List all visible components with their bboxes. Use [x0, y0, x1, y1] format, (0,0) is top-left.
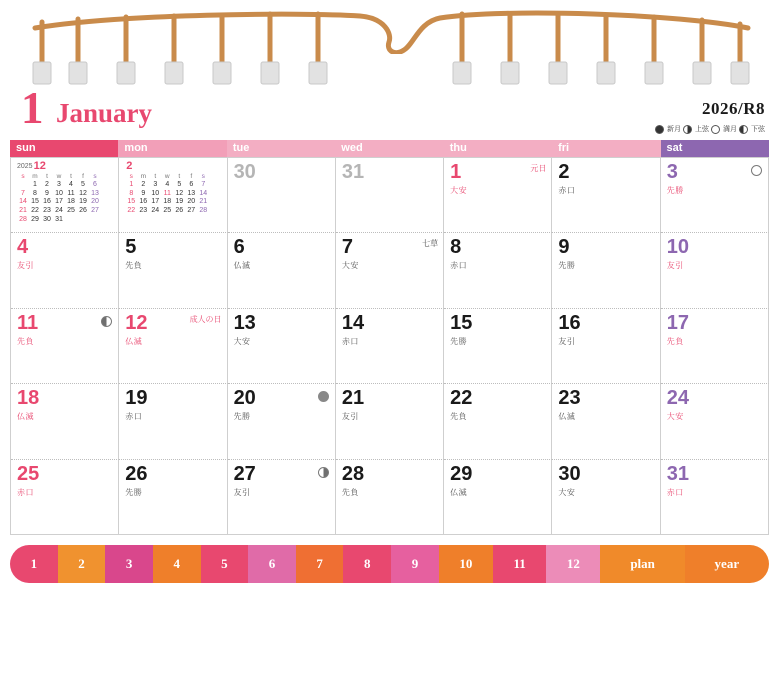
day-cell-12[interactable]	[119, 309, 227, 384]
rokuyo-label: 先勝	[558, 261, 576, 271]
weekday-header-row	[10, 140, 769, 157]
day-cell-21[interactable]	[336, 384, 444, 459]
tab-11[interactable]: 11	[493, 545, 546, 583]
day-event-label: 元日	[530, 164, 547, 173]
day-cell-2[interactable]	[552, 158, 660, 233]
last-quarter-moon-icon	[739, 125, 748, 134]
month-name: January	[56, 98, 153, 128]
day-cell-28[interactable]	[336, 460, 444, 535]
mini-calendar-title: 202512	[17, 160, 46, 172]
day-cell-11[interactable]	[11, 309, 119, 384]
day-cell-25[interactable]	[11, 460, 119, 535]
moon-phase-first-icon	[318, 467, 329, 478]
rokuyo-label: 仏滅	[558, 412, 576, 422]
day-number: 29	[450, 462, 473, 485]
day-number: 28	[341, 462, 365, 485]
rokuyo-label: 赤口	[558, 186, 576, 195]
day-cell-9[interactable]	[552, 233, 660, 308]
day-number: 11	[17, 311, 39, 334]
day-number: 22	[450, 387, 473, 410]
mini-calendar-title: 2	[126, 160, 133, 172]
day-number: 3	[666, 161, 678, 183]
rokuyo-label: 大安	[450, 186, 468, 195]
day-cell-1[interactable]	[444, 158, 552, 233]
rokuyo-label: 赤口	[341, 336, 359, 346]
rokuyo-label: 仏滅	[17, 412, 34, 422]
tab-2[interactable]: 2	[58, 545, 106, 583]
moon-phase-new-icon	[318, 391, 329, 402]
weekday-fri: fri	[552, 140, 660, 157]
new-moon-icon	[655, 125, 664, 134]
rokuyo-label: 赤口	[666, 487, 684, 497]
weekday-sat: sat	[661, 140, 769, 157]
day-cell-24[interactable]	[661, 384, 769, 459]
day-cell-30[interactable]	[552, 460, 660, 535]
moon-phase-full-icon	[751, 165, 762, 176]
day-number: 24	[666, 387, 689, 410]
weekday-sun: sun	[10, 140, 118, 157]
month-grid	[10, 157, 769, 535]
legend-full-moon: 満月	[723, 126, 737, 133]
day-number: 17	[666, 311, 689, 334]
legend-new-moon: 新月	[667, 126, 681, 133]
rokuyo-label: 先勝	[125, 487, 143, 497]
rokuyo-label: 先勝	[666, 186, 684, 195]
day-number: 23	[558, 387, 581, 410]
day-cell-30[interactable]	[228, 158, 336, 233]
rokuyo-label: 友引	[233, 487, 251, 497]
day-cell-6[interactable]	[228, 233, 336, 308]
rokuyo-label: 先勝	[450, 336, 468, 346]
day-number: 10	[666, 236, 689, 259]
day-number: 20	[233, 387, 256, 410]
tab-7[interactable]: 7	[296, 545, 344, 583]
day-cell-22[interactable]	[444, 384, 552, 459]
rokuyo-label: 赤口	[450, 261, 468, 271]
day-cell-mini-prev[interactable]	[11, 158, 119, 233]
weekday-wed: wed	[335, 140, 443, 157]
rokuyo-label: 先負	[450, 412, 468, 422]
day-cell-8[interactable]	[444, 233, 552, 308]
day-cell-29[interactable]	[444, 460, 552, 535]
tab-year[interactable]: year	[685, 545, 769, 583]
rokuyo-label: 先負	[341, 487, 359, 497]
day-number: 2	[558, 161, 570, 183]
tab-3[interactable]: 3	[105, 545, 153, 583]
day-number: 16	[558, 311, 581, 334]
day-number: 12	[125, 311, 148, 334]
rokuyo-label: 友引	[17, 261, 34, 271]
rokuyo-label: 仏滅	[450, 487, 468, 497]
day-number: 31	[666, 462, 689, 485]
day-number: 14	[341, 311, 365, 334]
rokuyo-label: 赤口	[125, 412, 143, 422]
day-cell-18[interactable]	[11, 384, 119, 459]
rokuyo-label: 大安	[558, 487, 576, 497]
rokuyo-label: 先負	[666, 336, 684, 346]
rokuyo-label: 赤口	[17, 487, 34, 497]
legend-last-quarter: 下弦	[751, 126, 765, 133]
tab-8[interactable]: 8	[343, 545, 391, 583]
weekday-mon: mon	[118, 140, 226, 157]
day-cell-19[interactable]	[119, 384, 227, 459]
tab-9[interactable]: 9	[391, 545, 439, 583]
day-number: 31	[341, 161, 365, 183]
day-cell-31[interactable]	[661, 460, 769, 535]
month-tab-strip[interactable]	[10, 545, 769, 583]
day-number: 18	[17, 387, 40, 410]
day-number: 19	[125, 387, 148, 410]
day-cell-26[interactable]	[119, 460, 227, 535]
legend-first-quarter: 上弦	[695, 126, 709, 133]
day-cell-17[interactable]	[661, 309, 769, 384]
rokuyo-label: 仏滅	[233, 261, 251, 271]
day-cell-15[interactable]	[444, 309, 552, 384]
tab-6[interactable]: 6	[248, 545, 296, 583]
rokuyo-label: 友引	[558, 336, 576, 346]
day-number: 21	[341, 387, 365, 410]
rokuyo-label: 先負	[17, 336, 34, 346]
weekday-thu: thu	[444, 140, 552, 157]
day-number: 5	[125, 236, 137, 259]
day-cell-16[interactable]	[552, 309, 660, 384]
day-cell-31[interactable]	[336, 158, 444, 233]
day-number: 4	[17, 236, 29, 259]
weekday-tue: tue	[227, 140, 335, 157]
day-number: 26	[125, 462, 148, 485]
rokuyo-label: 大安	[341, 261, 359, 271]
tab-10[interactable]: 10	[439, 545, 493, 583]
rokuyo-label: 大安	[666, 412, 684, 422]
tab-5[interactable]: 5	[201, 545, 249, 583]
day-number: 15	[450, 311, 473, 334]
day-cell-13[interactable]	[228, 309, 336, 384]
day-cell-20[interactable]	[228, 384, 336, 459]
day-number: 8	[450, 236, 462, 259]
tab-12[interactable]: 12	[546, 545, 600, 583]
tab-plan[interactable]: plan	[600, 545, 684, 583]
day-number: 27	[233, 462, 256, 485]
day-cell-4[interactable]	[11, 233, 119, 308]
rokuyo-label: 大安	[233, 336, 251, 346]
day-cell-mini-next[interactable]	[119, 158, 227, 233]
month-number: 1	[21, 83, 43, 133]
day-number: 9	[558, 236, 570, 259]
mini-calendar-next: 2 s m t w t f s 1 2 3 4 5 6 7 8 9 10 11 12 13 14 15 16 17 18 19 20 21 22 23 24 25 26 27 28	[125, 162, 221, 216]
day-cell-3[interactable]	[661, 158, 769, 233]
day-event-label: 成人の日	[189, 314, 222, 324]
rokuyo-label: 先負	[125, 261, 143, 271]
mini-calendar-prev: 202512 s m t w t f s 1 2 3 4 5 6 7 8 9 10 11 12 13 14 15 16 17 18 19 20 21 22 23 24 25 26 27 28 29 30 31	[17, 162, 113, 224]
day-cell-7[interactable]	[336, 233, 444, 308]
full-moon-icon	[711, 125, 720, 134]
moon-phase-legend	[655, 124, 765, 134]
day-cell-10[interactable]	[661, 233, 769, 308]
day-cell-27[interactable]	[228, 460, 336, 535]
rokuyo-label: 友引	[666, 261, 684, 271]
day-number: 1	[450, 161, 462, 183]
day-cell-5[interactable]	[119, 233, 227, 308]
tab-1[interactable]: 1	[10, 545, 58, 583]
day-number: 6	[233, 236, 245, 259]
day-number: 30	[558, 462, 581, 485]
rokuyo-label: 友引	[341, 412, 359, 422]
year-label: 2026/R8	[702, 99, 765, 118]
rokuyo-label: 先勝	[233, 412, 251, 422]
day-number: 7	[341, 236, 353, 259]
first-quarter-moon-icon	[683, 125, 692, 134]
tab-4[interactable]: 4	[153, 545, 201, 583]
day-cell-14[interactable]	[336, 309, 444, 384]
day-number: 30	[233, 161, 256, 183]
day-number: 25	[17, 462, 40, 485]
day-event-label: 七草	[422, 239, 439, 249]
day-number: 13	[233, 311, 256, 334]
day-cell-23[interactable]	[552, 384, 660, 459]
rokuyo-label: 仏滅	[125, 336, 143, 346]
